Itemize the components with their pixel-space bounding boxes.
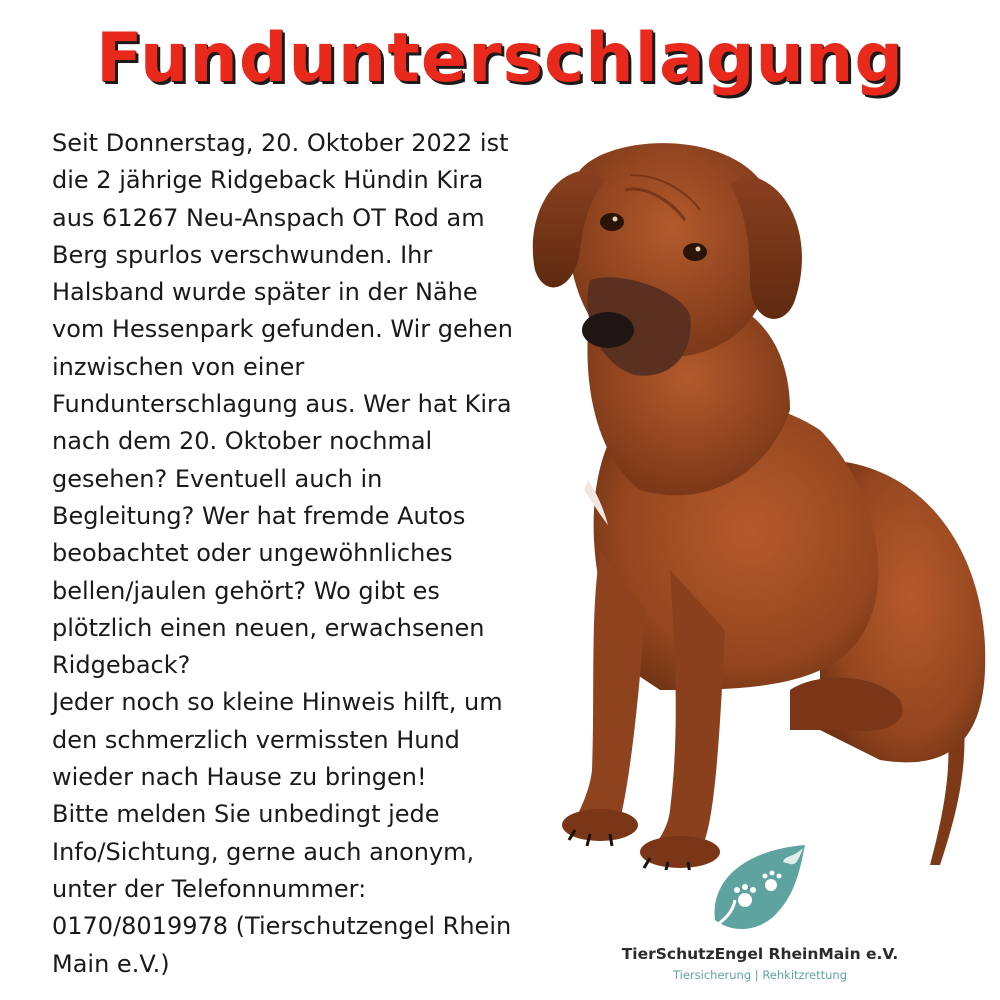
body-line: wieder nach Hause zu bringen! [52,763,427,792]
body-line: beobachtet oder ungewöhnliches [52,539,453,568]
body-line: die 2 jährige Ridgeback Hündin Kira [52,166,484,195]
body-line: Halsband wurde später in der Nähe [52,278,478,307]
body-line: Main e.V.) [52,949,170,978]
body-line: inzwischen von einer [52,352,305,381]
paw-leaf-icon [705,840,815,940]
body-line: unter der Telefonnummer: [52,874,367,903]
body-line: plötzlich einen neuen, erwachsenen [52,613,485,642]
body-line: nach dem 20. Oktober nochmal [52,427,433,456]
body-line: Seit Donnerstag, 20. Oktober 2022 ist [52,129,509,157]
organization-logo [600,840,920,990]
dog-photo [520,130,990,870]
body-line: gesehen? Eventuell auch in [52,464,383,493]
organization-tagline: Tiersicherung | Rehkitzrettung [672,968,848,982]
body-line: bellen/jaulen gehört? Wo gibt es [52,576,440,605]
body-line: Ridgeback? [52,651,191,680]
body-line: den schmerzlich vermissten Hund [52,725,460,754]
body-line: Info/Sichtung, gerne auch anonym, [52,837,475,866]
poster-body [52,125,552,983]
organization-name: TierSchutzEngel RheinMain e.V. [621,945,899,963]
body-line: aus 61267 Neu-Anspach OT Rod am [52,203,485,232]
body-line: Jeder noch so kleine Hinweis hilft, um [52,688,503,717]
body-line: Begleitung? Wer hat fremde Autos [52,501,466,530]
body-line: Fundunterschlagung aus. Wer hat Kira [52,390,512,419]
poster-title: Fundunterschlagung [95,19,905,98]
body-line: Bitte melden Sie unbedingt jede [52,800,440,829]
body-line: 0170/8019978 (Tierschutzengel Rhein [52,912,512,941]
body-line: vom Hessenpark gefunden. Wir gehen [52,315,513,344]
body-line: Berg spurlos verschwunden. Ihr [52,240,433,269]
